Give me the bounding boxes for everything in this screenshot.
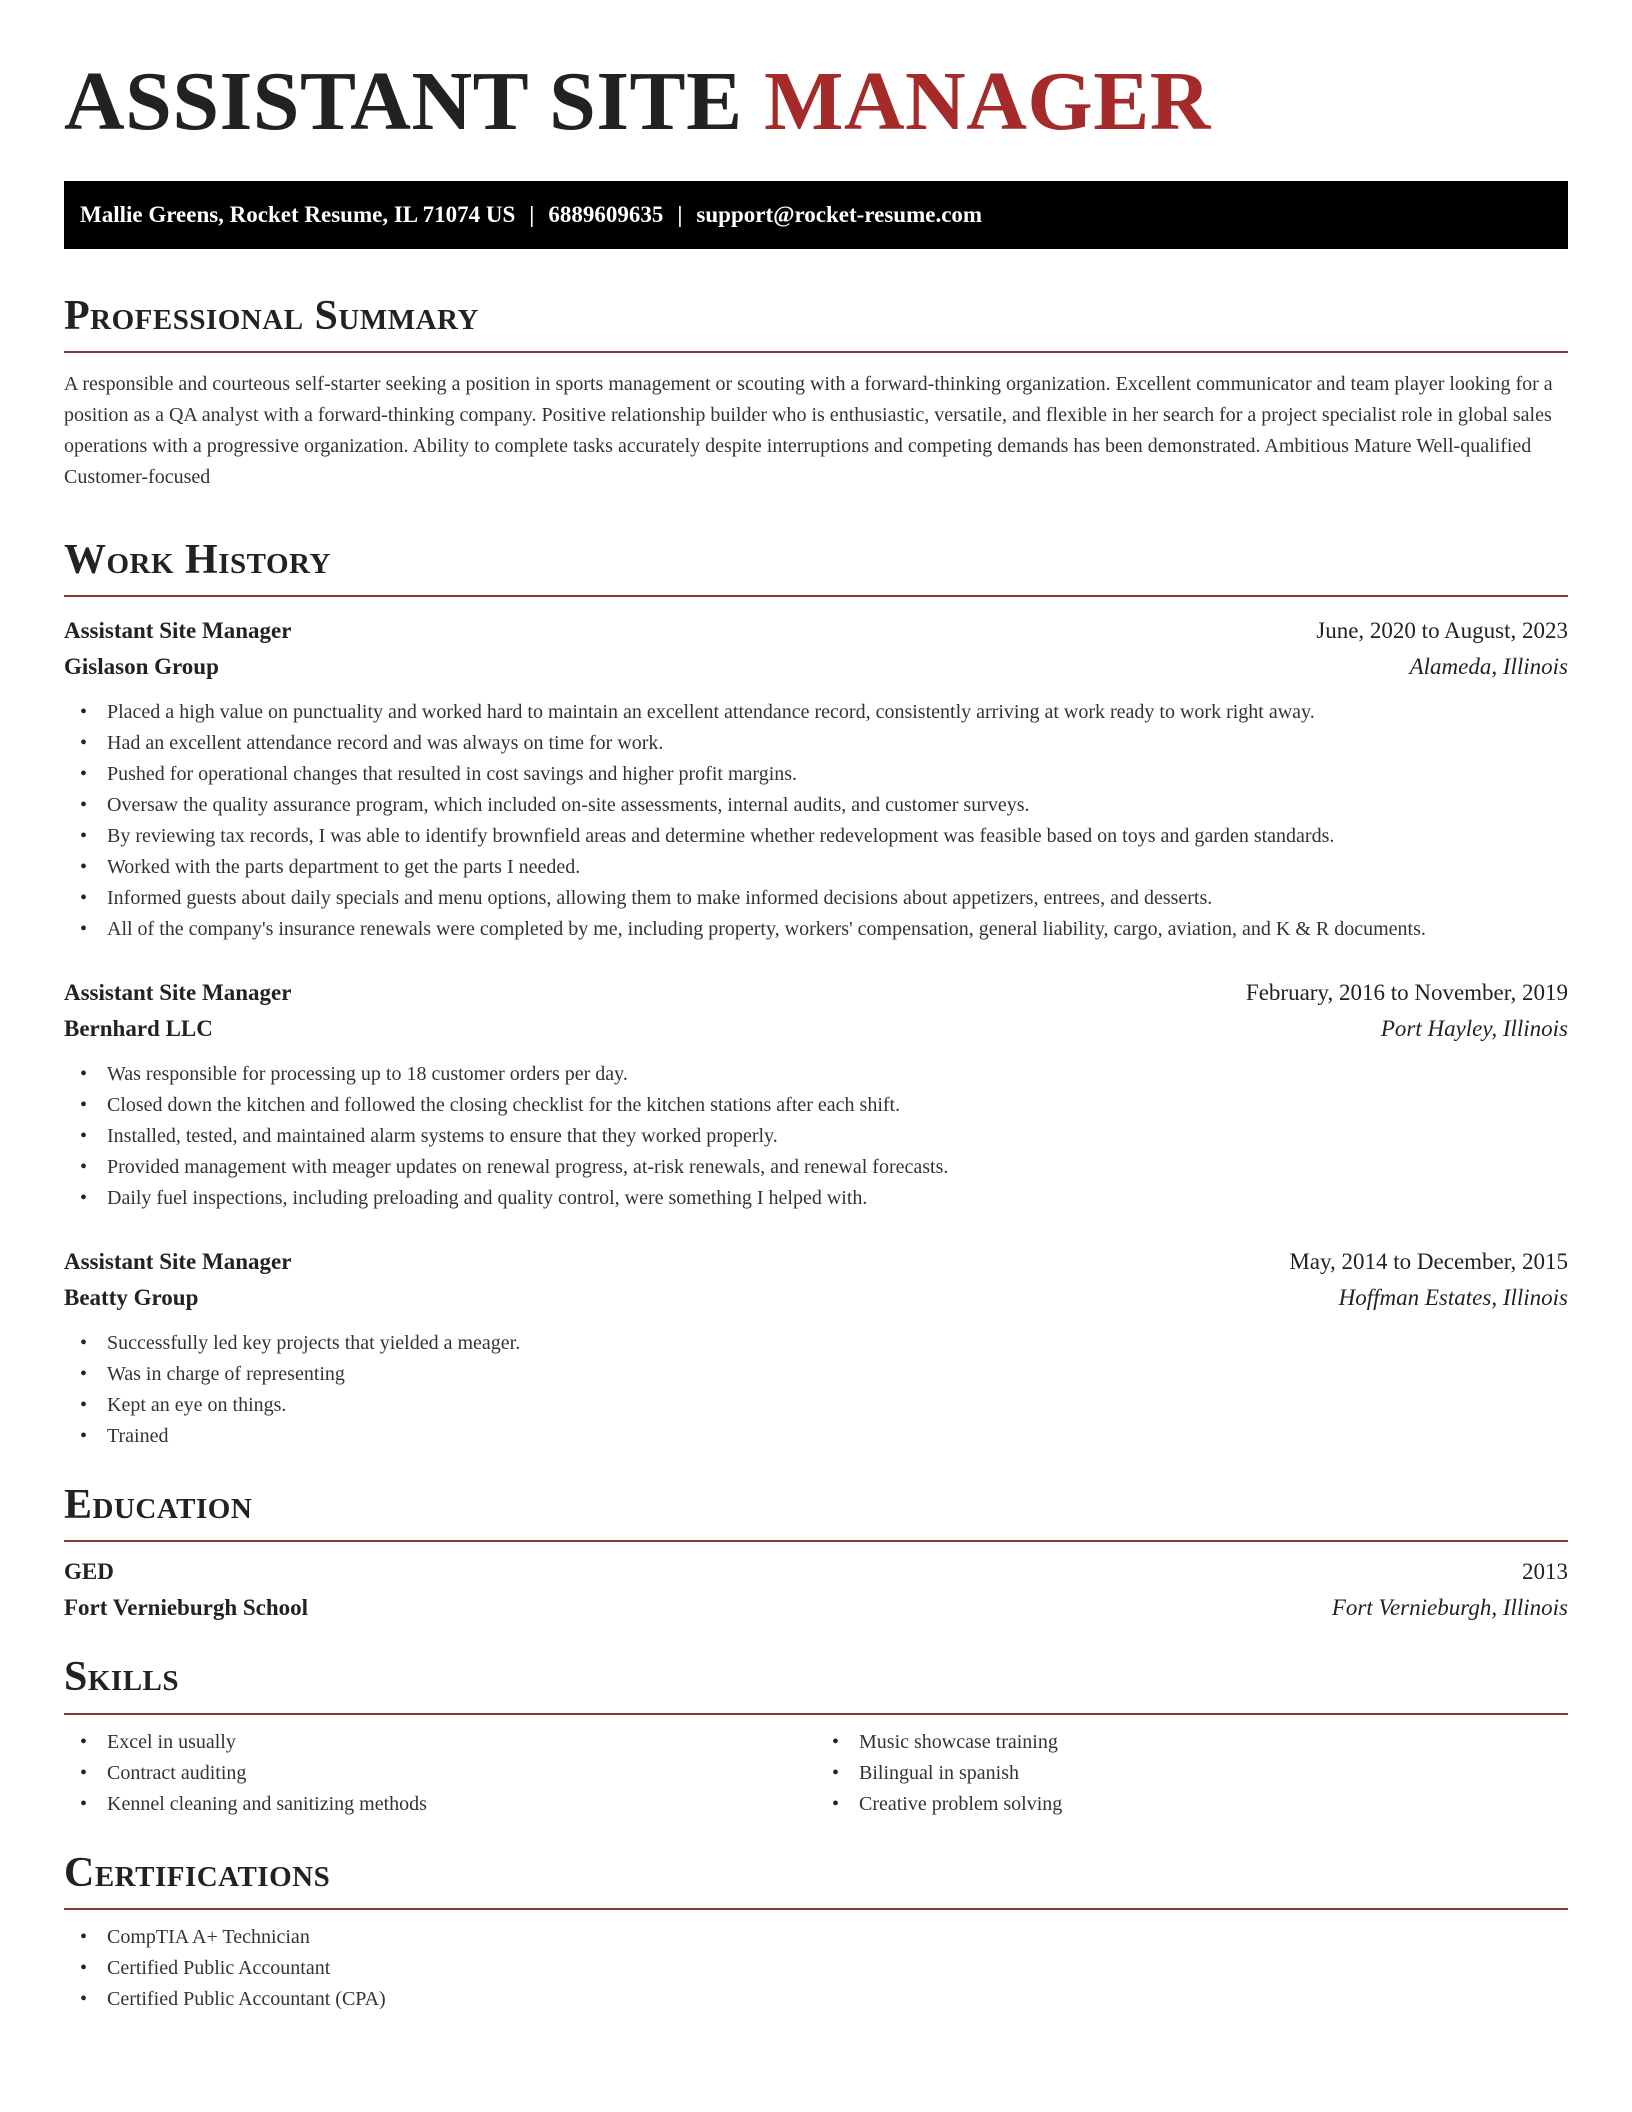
skills-list-right <box>816 1727 1568 1820</box>
skill-item: • Kennel cleaning and sanitizing methods <box>107 1789 816 1820</box>
education-year: 2013 <box>1522 1559 1568 1585</box>
job-entry <box>64 613 1568 945</box>
job-bullet: • Oversaw the quality assurance program, which included on-site assessments, internal audits, and customer surveys. <box>107 790 1568 821</box>
skill-item: • Excel in usually <box>107 1727 816 1758</box>
job-bullet: • Worked with the parts department to get the parts I needed. <box>107 852 1568 883</box>
job-bullet: • Informed guests about daily specials and menu options, allowing them to make informed decisions about appetizers, entrees, and desserts. <box>107 883 1568 914</box>
job-bullet-list <box>64 1059 1568 1214</box>
skill-item: • Bilingual in spanish <box>859 1758 1568 1789</box>
jobs-list <box>64 597 1568 1452</box>
job-bullet: • Successfully led key projects that yielded a meager. <box>107 1328 1568 1359</box>
certifications-section <box>64 1850 1568 2015</box>
job-company: Bernhard LLC <box>64 1016 213 1042</box>
education-school: Fort Vernieburgh School <box>64 1595 309 1621</box>
job-role: Assistant Site Manager <box>64 618 292 644</box>
certification-item: • Certified Public Accountant <box>107 1953 1568 1984</box>
education-location: Fort Vernieburgh, Illinois <box>1331 1595 1568 1621</box>
work-history-section <box>64 537 1568 1452</box>
job-bullet: • All of the company's insurance renewals were completed by me, including property, workers' compensation, general liability, cargo, aviation, and K & R documents. <box>107 914 1568 945</box>
job-dates: February, 2016 to November, 2019 <box>1245 980 1568 1006</box>
job-bullet: • Pushed for operational changes that resulted in cost savings and higher profit margins. <box>107 759 1568 790</box>
job-company-line <box>64 1280 1568 1316</box>
section-title-summary: Professional Summary <box>64 293 1568 353</box>
skill-item: • Music showcase training <box>859 1727 1568 1758</box>
job-bullet: • Placed a high value on punctuality and worked hard to maintain an excellent attendance record, consistently arriving at work ready to work right away. <box>107 697 1568 728</box>
title-main: ASSISTANT SITE <box>64 55 743 148</box>
job-company: Beatty Group <box>64 1285 199 1311</box>
job-bullet: • Was in charge of representing <box>107 1359 1568 1390</box>
job-role-line <box>64 1244 1568 1280</box>
job-location: Port Hayley, Illinois <box>1380 1016 1568 1042</box>
contact-separator: | <box>529 201 535 227</box>
skills-grid <box>64 1727 1568 1820</box>
job-location: Alameda, Illinois <box>1409 654 1568 680</box>
job-dates: May, 2014 to December, 2015 <box>1289 1249 1568 1275</box>
job-entry <box>64 1244 1568 1452</box>
job-dates: June, 2020 to August, 2023 <box>1316 618 1568 644</box>
job-role-line <box>64 975 1568 1011</box>
section-title-work-history: Work History <box>64 537 1568 597</box>
certification-item: • CompTIA A+ Technician <box>107 1922 1568 1953</box>
skill-item: • Contract auditing <box>107 1758 816 1789</box>
contact-separator: | <box>677 201 683 227</box>
job-bullet: • Trained <box>107 1421 1568 1452</box>
education-degree: GED <box>64 1559 114 1585</box>
skills-section <box>64 1654 1568 1819</box>
section-title-education: Education <box>64 1482 1568 1542</box>
job-bullet: • Had an excellent attendance record and was always on time for work. <box>107 728 1568 759</box>
job-company-line <box>64 1011 1568 1047</box>
education-school-line <box>64 1590 1568 1626</box>
job-bullet: • By reviewing tax records, I was able to identify brownfield areas and determine whether redevelopment was feasible based on toys and garden standards. <box>107 821 1568 852</box>
job-bullet: • Provided management with meager updates on renewal progress, at-risk renewals, and renewal forecasts. <box>107 1152 1568 1183</box>
job-role-line <box>64 613 1568 649</box>
job-company: Gislason Group <box>64 654 219 680</box>
job-bullet: • Installed, tested, and maintained alarm systems to ensure that they worked properly. <box>107 1121 1568 1152</box>
job-location: Hoffman Estates, Illinois <box>1338 1285 1568 1311</box>
education-degree-line <box>64 1554 1568 1590</box>
summary-text: A responsible and courteous self-starter seeking a position in sports management or scouting with a forward-thinking organization. Excellent communicator and team player looking for a position as a QA analyst with a forward-thinking company. Positive relationship builder who is enthusiastic, versatile, and flexible in her search for a project specialist role in global sales operations with a progressive organization. Ability to complete tasks accurately despite interruptions and competing demands has been demonstrated. Ambitious Mature Well-qualified Customer-focused <box>64 372 1553 488</box>
title-accent: MANAGER <box>764 55 1211 148</box>
contact-phone: 6889609635 <box>548 201 664 227</box>
job-bullet-list <box>64 1328 1568 1452</box>
section-title-certifications: Certifications <box>64 1850 1568 1910</box>
job-company-line <box>64 649 1568 685</box>
skill-item: • Creative problem solving <box>859 1789 1568 1820</box>
certifications-list <box>64 1922 1568 2015</box>
job-bullet: • Closed down the kitchen and followed the closing checklist for the kitchen stations after each shift. <box>107 1090 1568 1121</box>
job-bullet: • Daily fuel inspections, including preloading and quality control, were something I helped with. <box>107 1183 1568 1214</box>
education-section <box>64 1482 1568 1626</box>
job-entry <box>64 975 1568 1214</box>
contact-bar <box>64 181 1568 249</box>
job-role: Assistant Site Manager <box>64 980 292 1006</box>
summary-section <box>64 293 1568 493</box>
job-bullet: • Kept an eye on things. <box>107 1390 1568 1421</box>
skills-list-left <box>64 1727 816 1820</box>
resume-title <box>64 52 1568 153</box>
certification-item: • Certified Public Accountant (CPA) <box>107 1984 1568 2015</box>
contact-email: support@rocket-resume.com <box>696 201 983 227</box>
contact-address: Mallie Greens, Rocket Resume, IL 71074 US <box>80 201 516 227</box>
job-role: Assistant Site Manager <box>64 1249 292 1275</box>
job-bullet: • Was responsible for processing up to 18 customer orders per day. <box>107 1059 1568 1090</box>
job-bullet-list <box>64 697 1568 945</box>
section-title-skills: Skills <box>64 1654 1568 1714</box>
